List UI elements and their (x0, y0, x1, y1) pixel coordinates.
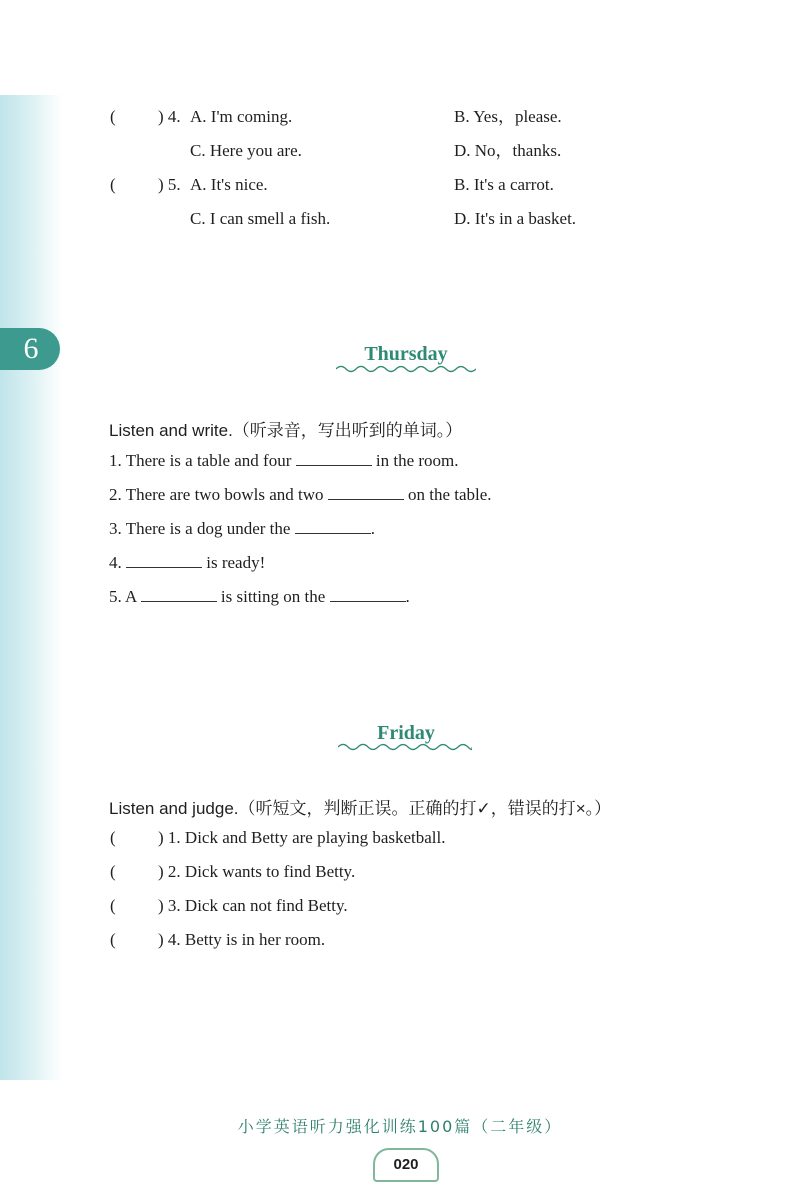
option-b: B. Yes，please. (454, 107, 562, 126)
option-a: A. I'm coming. (190, 107, 293, 126)
item-text: is sitting on the (220, 587, 326, 606)
question-number: ) 4. (158, 107, 181, 126)
item-text: in the room. (375, 451, 459, 470)
item-text: 2. There are two bowls and two (109, 485, 324, 504)
answer-paren[interactable]: ( (110, 175, 116, 194)
item-text: on the table. (408, 485, 492, 504)
friday-heading: Friday (377, 722, 435, 744)
answer-blank[interactable] (141, 587, 217, 602)
write-item-2 (109, 485, 492, 505)
answer-blank[interactable] (126, 553, 202, 568)
write-item-1 (109, 451, 459, 471)
option-d: D. It's in a basket. (454, 209, 577, 228)
option-b: B. It's a carrot. (454, 175, 554, 194)
judge-item: ) 1. Dick and Betty are playing basketball. (158, 828, 446, 847)
side-strip (0, 95, 62, 1080)
answer-paren[interactable]: ( (110, 828, 116, 847)
item-text: 5. A (109, 587, 137, 606)
thursday-instruction: Listen and write.（听录音，写出听到的单词。） (109, 421, 463, 440)
option-c: C. I can smell a fish. (190, 209, 331, 228)
write-item-4 (109, 553, 265, 573)
question-number: ) 5. (158, 175, 181, 194)
judge-item: ) 3. Dick can not find Betty. (158, 896, 348, 915)
answer-paren[interactable]: ( (110, 107, 116, 126)
answer-blank[interactable] (295, 519, 371, 534)
book-title: 小学英语听力强化训练100篇（二年级） (237, 1117, 563, 1136)
wave-underline (336, 364, 476, 374)
option-a: A. It's nice. (190, 175, 268, 194)
write-item-3 (109, 519, 375, 539)
wave-underline (338, 742, 472, 752)
option-c: C. Here you are. (190, 141, 302, 160)
answer-blank[interactable] (328, 485, 404, 500)
answer-paren[interactable]: ( (110, 930, 116, 949)
unit-tab: 6 (0, 328, 60, 370)
judge-item: ) 4. Betty is in her room. (158, 930, 326, 949)
write-item-5 (109, 587, 410, 607)
item-text: is ready! (206, 553, 266, 572)
item-text: . (370, 519, 375, 538)
answer-paren[interactable]: ( (110, 896, 116, 915)
answer-blank[interactable] (330, 587, 406, 602)
item-text: 4. (109, 553, 122, 572)
page-number: 020 (373, 1148, 439, 1182)
thursday-heading: Thursday (364, 343, 448, 365)
judge-item: ) 2. Dick wants to find Betty. (158, 862, 356, 881)
option-d: D. No，thanks. (454, 141, 562, 160)
friday-instruction: Listen and judge.（听短文，判断正误。正确的打✓，错误的打×。） (109, 799, 612, 818)
answer-paren[interactable]: ( (110, 862, 116, 881)
answer-blank[interactable] (296, 451, 372, 466)
item-text: . (405, 587, 410, 606)
item-text: 1. There is a table and four (109, 451, 292, 470)
item-text: 3. There is a dog under the (109, 519, 291, 538)
